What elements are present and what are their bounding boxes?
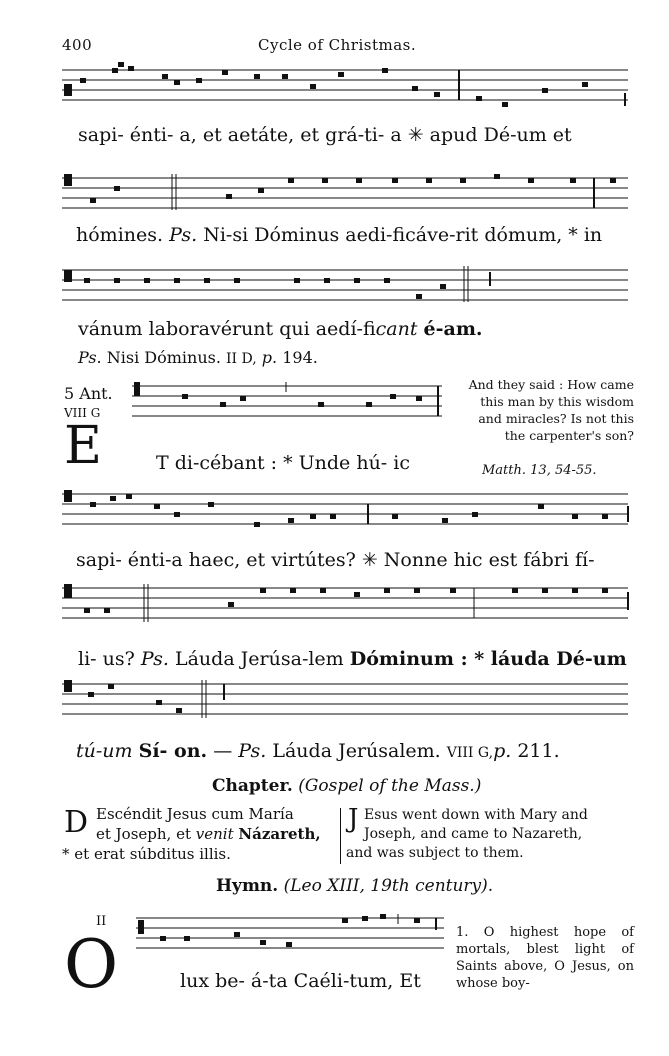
psalm-mode: II D, [226, 351, 257, 367]
page-ref: 211. [517, 740, 560, 762]
psalm-mode: VIII G, [446, 745, 494, 761]
chant-staff-4 [132, 378, 442, 428]
lyric-line-1: sapi- énti- a, et aetáte, et grá-ti- a ✳ apud Dé-um et [78, 124, 572, 146]
antiphon-number: 5 Ant. [64, 384, 113, 403]
lyric-tuum: tú-um [76, 740, 133, 762]
lyric-vanum: vánum laboravérunt qui aedí-fi [78, 318, 376, 340]
chant-staff-2 [62, 168, 632, 228]
chapter-english-line-3: and was subject to them. [346, 845, 524, 861]
lyric-line-7 [78, 648, 627, 670]
chapter-latin-line-1: Escéndit Jesus cum María [96, 805, 294, 823]
chapter-latin-line-3: * et erat súbditus illis. [62, 845, 231, 863]
chant-staff-6 [62, 578, 632, 638]
page-abbrev: p. [261, 348, 278, 367]
psalm-incipit: Láuda Jerúsalem. [272, 740, 441, 762]
lyric-homines: hómines. [76, 224, 164, 246]
chapter-subtitle: (Gospel of the Mass.) [298, 776, 482, 796]
psalm-label: Ps. [238, 740, 267, 762]
chapter-latin-line-2 [62, 824, 338, 844]
lyric-cant: cant [375, 318, 418, 340]
hymn-heading [216, 876, 493, 896]
chapter-english-line-1: Esus went down with Mary and [364, 807, 588, 823]
psalm-ref-1 [78, 348, 318, 367]
hymn-translation: 1. O highest hope of mortals, blest light of Saints above, O Jesus, on whose boy- [456, 925, 634, 991]
lyric-line-3 [78, 318, 483, 340]
chapter-heading [212, 776, 481, 796]
lyric-dominum: Dóminum : * láuda Dé-um [349, 648, 627, 670]
lyric-sion: Sí- on. [138, 740, 208, 762]
latin-l2c: Názareth, [238, 825, 321, 843]
chant-staff-7 [62, 676, 632, 736]
chapter-english-line-2: Joseph, and came to Nazareth, [364, 826, 583, 842]
lyric-eam: é-am. [423, 318, 483, 340]
antiphon-mode: VIII G [64, 406, 101, 420]
chant-staff-1 [62, 58, 632, 118]
antiphon-translation: And they said : How came this man by this wisdom and miracles? Is not this the carpenter's son? [468, 377, 634, 443]
lyric-line-6: sapi- énti-a haec, et virtútes? ✳ Nonne hic est fábri fí- [76, 549, 595, 571]
running-title: Cycle of Christmas. [258, 36, 417, 54]
page-number: 400 [62, 36, 93, 54]
dash: — [213, 740, 233, 762]
hymn-text: lux be- á-ta Caéli-tum, Et [180, 970, 421, 992]
chant-staff-8 [136, 910, 446, 960]
hymn-mode: II [96, 914, 107, 929]
chapter-latin [62, 804, 338, 864]
lyric-lauda: Láuda Jerúsa-lem [174, 648, 344, 670]
psalm-label: Ps. [169, 224, 198, 246]
page-abbrev: p. [493, 740, 512, 762]
latin-l2b: venit [195, 825, 234, 843]
chapter-title: Chapter. [212, 776, 293, 796]
hymn-title: Hymn. [216, 876, 279, 896]
lyric-line-8 [76, 740, 560, 762]
page-ref: 194. [282, 348, 318, 367]
chant-staff-5 [62, 486, 632, 546]
latin-l2a: et Joseph, et [96, 825, 191, 843]
hymn-initial: O [64, 926, 119, 1003]
lyric-line-2 [76, 224, 602, 246]
antiphon-text: T di-cébant : * Unde hú- ic [156, 452, 410, 474]
antiphon-initial: E [64, 416, 102, 476]
psalm-label: Ps. [78, 348, 102, 367]
lyric-psalm-text: Ni-si Dóminus aedi-ficáve-rit dómum, * in [203, 224, 603, 246]
psalm-incipit: Nisi Dóminus. [106, 348, 221, 367]
psalm-label: Ps. [140, 648, 169, 670]
chapter-english [346, 806, 634, 863]
chapter-english-initial: J [348, 804, 359, 834]
chapter-divider [340, 808, 341, 864]
hymn-subtitle: (Leo XIII, 19th century). [283, 876, 494, 896]
chant-staff-3 [62, 262, 632, 322]
antiphon-reference: Matth. 13, 54-55. [482, 463, 597, 478]
lyric-lius: li- us? [78, 648, 135, 670]
chapter-latin-initial: D [64, 805, 89, 840]
